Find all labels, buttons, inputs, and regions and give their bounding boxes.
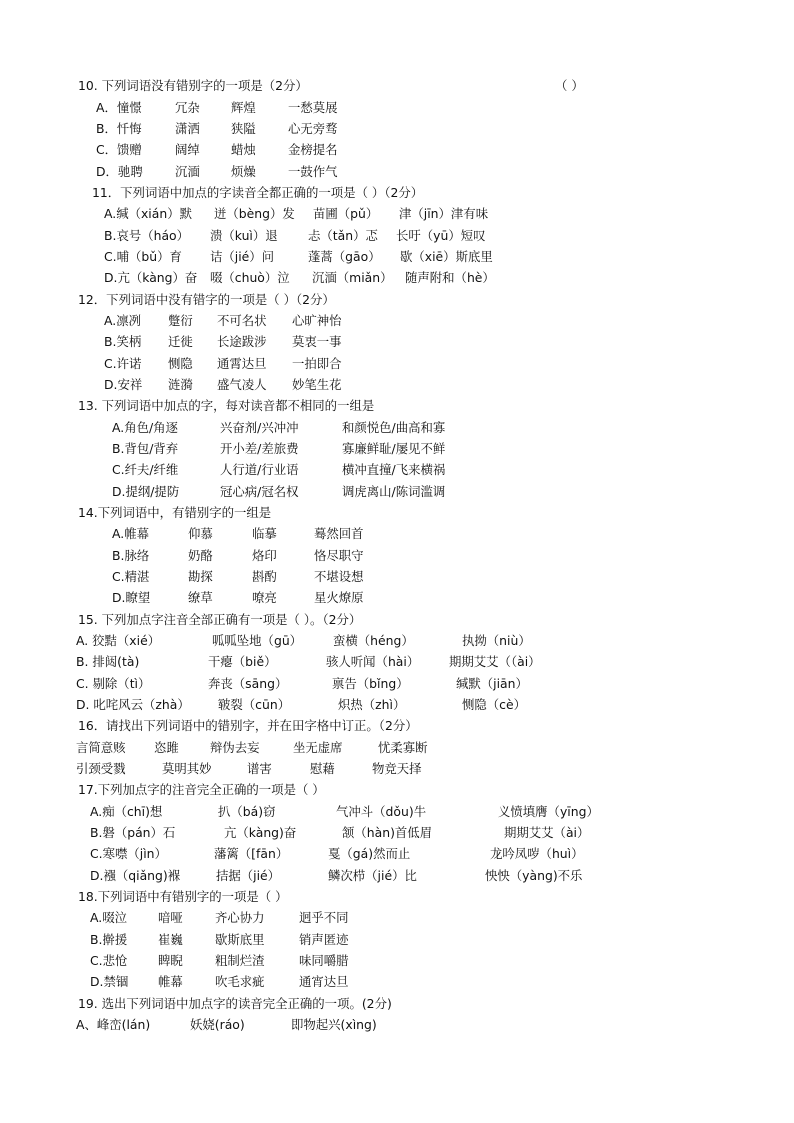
option-a-term-4: 心旷神怡	[292, 313, 342, 328]
option-b-term-1: B. 排闼(tà)	[76, 654, 140, 669]
option-a-term-4: 津（jīn）津有味	[399, 206, 489, 221]
option-c-term-1: C.寒噤（jìn）	[90, 846, 167, 861]
option-b-term-1: B.擀援	[90, 932, 128, 947]
option-b-term-3: 歇斯底里	[215, 932, 265, 947]
option-d-term-4: 通宵达旦	[299, 974, 349, 989]
option-c-term-4: 金榜提名	[288, 142, 338, 157]
option-b-term-1: B.脉络	[112, 548, 150, 563]
option-d-term-3: 调虎离山/陈词滥调	[342, 484, 446, 499]
option-d-term-3: 烦燥	[231, 164, 256, 179]
option-a-term-1: A.啜泣	[90, 910, 127, 925]
option-b-term-4: 恪尽职守	[314, 548, 364, 563]
option-c-term-3: 粗制烂渣	[215, 953, 265, 968]
option-c-term-1: C.哺（bǔ）育	[104, 249, 182, 264]
option-a-term-2: 喑哑	[158, 910, 183, 925]
option-b-term-3: 骇人听闻（hài）	[326, 654, 420, 669]
option-b-term-2: 迁徙	[168, 334, 193, 349]
option-c-term-2: 藩篱（[fān）	[214, 846, 289, 861]
option-d-term-3: 沉湎（miǎn）	[312, 270, 393, 285]
row-1-term-1: 言简意赅	[76, 740, 126, 755]
option-b-term-2: 干瘪（biě）	[208, 654, 277, 669]
option-a-term-4: 义愤填膺（yīng）	[498, 804, 599, 819]
option-a-term-3: 齐心协力	[215, 910, 265, 925]
option-b-term-2: 开小差/差旅费	[220, 441, 299, 456]
option-b-term-1: B.哀号（háo）	[104, 228, 190, 243]
option-d-term-4: 星火燎原	[314, 590, 364, 605]
option-c-term-4: 一拍即合	[292, 356, 342, 371]
question-19-stem: 19. 选出下列词语中加点字的读音完全正确的一项。(2分)	[78, 996, 392, 1011]
option-d-term-2: 冠心病/冠名权	[220, 484, 299, 499]
option-c-term-3: 通霄达旦	[217, 356, 267, 371]
option-d-term-4: 随声附和（hè）	[405, 270, 495, 285]
option-b-term-4: 期期艾艾（（ài）	[449, 654, 541, 669]
row-2-term-3: 谱害	[247, 761, 272, 776]
question-18-stem: 18.下列词语中有错别字的一项是（ ）	[78, 889, 288, 904]
option-d-term-1: D.襁（qiǎng)褓	[90, 868, 181, 883]
option-d-term-4: 妙笔生花	[292, 377, 342, 392]
option-d-term-1: D. 叱咤风云（zhà）	[76, 697, 190, 712]
option-c-term-2: 睥睨	[158, 953, 183, 968]
option-a-term-1: A. 狡黠（xié）	[76, 633, 161, 648]
option-c-term-1: C.纤夫/纤维	[112, 462, 179, 477]
option-d-term-2: 沉湎	[175, 164, 200, 179]
option-a-term-1: A.凛冽	[104, 313, 141, 328]
option-d-term-1: D.瞭望	[112, 590, 151, 605]
option-b-term-3: 忐（tǎn）忑	[308, 228, 378, 243]
option-d-term-1: D.安祥	[104, 377, 143, 392]
option-c-term-2: 阔绰	[175, 142, 200, 157]
option-a-term-2: 呱呱坠地（gū）	[212, 633, 303, 648]
option-d-term-3: 吹毛求疵	[215, 974, 265, 989]
option-b-term-4: 长吁（yū）短叹	[396, 228, 486, 243]
option-a-term-3: 蛮横（héng）	[333, 633, 414, 648]
option-b-term-1: B．忏悔	[96, 121, 142, 136]
option-a-term-1: A．憧憬	[96, 100, 142, 115]
option-b-term-2: 亢（kàng)奋	[224, 825, 297, 840]
option-a-term-4: 迥乎不同	[299, 910, 349, 925]
option-d-term-3: 嘹亮	[252, 590, 277, 605]
option-c-term-1: C．馈赠	[96, 142, 142, 157]
option-b-term-2: 溃（kuì）退	[210, 228, 278, 243]
option-c-term-1: C.精湛	[112, 569, 150, 584]
option-b-term-2: 崔巍	[158, 932, 183, 947]
option-a-term-2: 妖娆(ráo)	[190, 1017, 245, 1032]
row-1-term-4: 坐无虚席	[293, 740, 343, 755]
option-a-term-4: 蓦然回首	[314, 526, 364, 541]
option-a-term-2: 迸（bèng）发	[214, 206, 295, 221]
option-b-term-2: 奶酪	[188, 548, 213, 563]
row-2-term-2: 莫明其妙	[162, 761, 212, 776]
option-c-term-2: 人行道/行业语	[220, 462, 299, 477]
option-c-term-3: 蓬蒿（gāo）	[308, 249, 381, 264]
option-a-term-1: A、峰峦(lán)	[76, 1017, 151, 1032]
option-b-term-4: 期期艾艾（ài）	[504, 825, 590, 840]
option-a-term-1: A.角色/角逐	[112, 420, 178, 435]
option-a-term-1: A.痴（chī)想	[90, 804, 163, 819]
option-b-term-1: B.笑柄	[104, 334, 142, 349]
option-d-term-4: 恻隐（cè）	[462, 697, 526, 712]
option-a-term-3: 临摹	[252, 526, 277, 541]
option-a-term-3: 即物起兴(xìng)	[291, 1017, 377, 1032]
option-a-term-3: 苗圃（pǔ）	[313, 206, 379, 221]
option-a-term-2: 蹩衍	[168, 313, 193, 328]
option-d-term-3: 炽热（zhì）	[338, 697, 406, 712]
option-c-term-2: 奔丧（sāng）	[208, 676, 288, 691]
question-10-stem: 10. 下列词语没有错别字的一项是（2分）	[78, 78, 308, 93]
question-11-stem: 11．下列词语中加点的字读音全都正确的一项是（ ）（2分）	[92, 185, 424, 200]
option-b-term-4: 莫衷一事	[292, 334, 342, 349]
option-d-term-1: D．驰聘	[96, 164, 143, 179]
option-d-term-4: 一鼓作气	[288, 164, 338, 179]
option-c-term-4: 歇（xiē）斯底里	[400, 249, 493, 264]
option-c-term-3: 蜡烛	[231, 142, 256, 157]
option-c-term-1: C.悲怆	[90, 953, 128, 968]
option-b-term-2: 潇洒	[175, 121, 200, 136]
option-c-term-3: 横冲直撞/飞来横祸	[342, 462, 446, 477]
option-b-term-4: 心无旁骛	[288, 121, 338, 136]
option-b-term-4: 销声匿迹	[299, 932, 349, 947]
option-d-term-2: 涟漪	[168, 377, 193, 392]
option-a-term-1: A.帷幕	[112, 526, 149, 541]
option-a-term-3: 不可名状	[217, 313, 267, 328]
question-14-stem: 14.下列词语中，有错别字的一组是	[78, 505, 272, 520]
option-a-term-4: 执拗（niù）	[462, 633, 531, 648]
question-13-stem: 13. 下列词语中加点的字，每对读音都不相同的一组是	[78, 398, 375, 413]
option-c-term-3: 戛（gá)然而止	[328, 846, 411, 861]
question-12-stem: 12．下列词语中没有错字的一项是（ ）（2分）	[78, 292, 335, 307]
option-c-term-3: 斟酌	[252, 569, 277, 584]
option-d-term-2: 啜（chuò）泣	[210, 270, 290, 285]
option-b-term-1: B.背包/背弃	[112, 441, 179, 456]
option-d-term-1: D.禁锢	[90, 974, 129, 989]
option-b-term-3: 颔（hàn)首低眉	[342, 825, 433, 840]
option-c-term-4: 缄默（jiān）	[456, 676, 528, 691]
option-b-term-3: 长途跋涉	[217, 334, 267, 349]
option-c-term-3: 禀告（bǐng）	[332, 676, 409, 691]
option-a-term-3: 和颜悦色/曲高和寡	[342, 420, 446, 435]
option-c-term-1: C. 剔除（tì）	[76, 676, 151, 691]
option-d-term-4: 怏怏（yàng)不乐	[485, 868, 583, 883]
option-d-term-2: 缭草	[188, 590, 213, 605]
option-d-term-1: D.提纲/提防	[112, 484, 180, 499]
row-1-term-3: 辩伪去妄	[210, 740, 260, 755]
option-d-term-2: 帷幕	[158, 974, 183, 989]
option-a-term-3: 辉煌	[231, 100, 256, 115]
option-d-term-2: 皲裂（cūn）	[218, 697, 291, 712]
row-2-term-1: 引颈受戮	[76, 761, 126, 776]
option-c-term-2: 勘探	[188, 569, 213, 584]
question-16-stem: 16．请找出下列词语中的错别字，并在田字格中订正。（2分）	[78, 718, 418, 733]
option-d-term-2: 拮据（jié）	[216, 868, 281, 883]
option-c-term-1: C.许诺	[104, 356, 142, 371]
option-a-term-2: 兴奋剂/兴冲冲	[220, 420, 299, 435]
option-a-term-2: 仰慕	[188, 526, 213, 541]
option-c-term-4: 不堪设想	[314, 569, 364, 584]
question-17-stem: 17.下列加点字的注音完全正确的一项是（ ）	[78, 782, 325, 797]
row-1-term-2: 恣雎	[154, 740, 179, 755]
row-2-term-4: 慰藉	[310, 761, 335, 776]
option-a-term-3: 气冲斗（dǒu)牛	[336, 804, 427, 819]
option-c-term-4: 龙吟凤哕（huì）	[490, 846, 584, 861]
option-c-term-2: 诘（jié）问	[210, 249, 275, 264]
question-15-stem: 15. 下列加点字注音全部正确有一项是（ ）。（2分）	[78, 612, 362, 627]
option-c-term-4: 味同嚼腊	[299, 953, 349, 968]
row-2-term-5: 物竞天择	[372, 761, 422, 776]
option-d-term-3: 鳞次栉（jié）比	[328, 868, 417, 883]
option-a-term-4: 一愁莫展	[288, 100, 338, 115]
option-b-term-1: B.磐（pán）石	[90, 825, 176, 840]
option-a-term-1: A.缄（xián）默	[104, 206, 192, 221]
option-d-term-3: 盛气凌人	[217, 377, 267, 392]
question-10-answer-bracket: （ ）	[555, 78, 584, 93]
row-1-term-5: 忧柔寡断	[378, 740, 428, 755]
option-a-term-2: 扒（bá)窃	[218, 804, 276, 819]
option-d-term-1: D.亢（kàng）奋	[104, 270, 198, 285]
option-b-term-3: 狭隘	[231, 121, 256, 136]
option-b-term-3: 烙印	[252, 548, 277, 563]
option-c-term-2: 恻隐	[168, 356, 193, 371]
option-a-term-2: 冗杂	[175, 100, 200, 115]
option-b-term-3: 寡廉鲜耻/屡见不鲜	[342, 441, 446, 456]
